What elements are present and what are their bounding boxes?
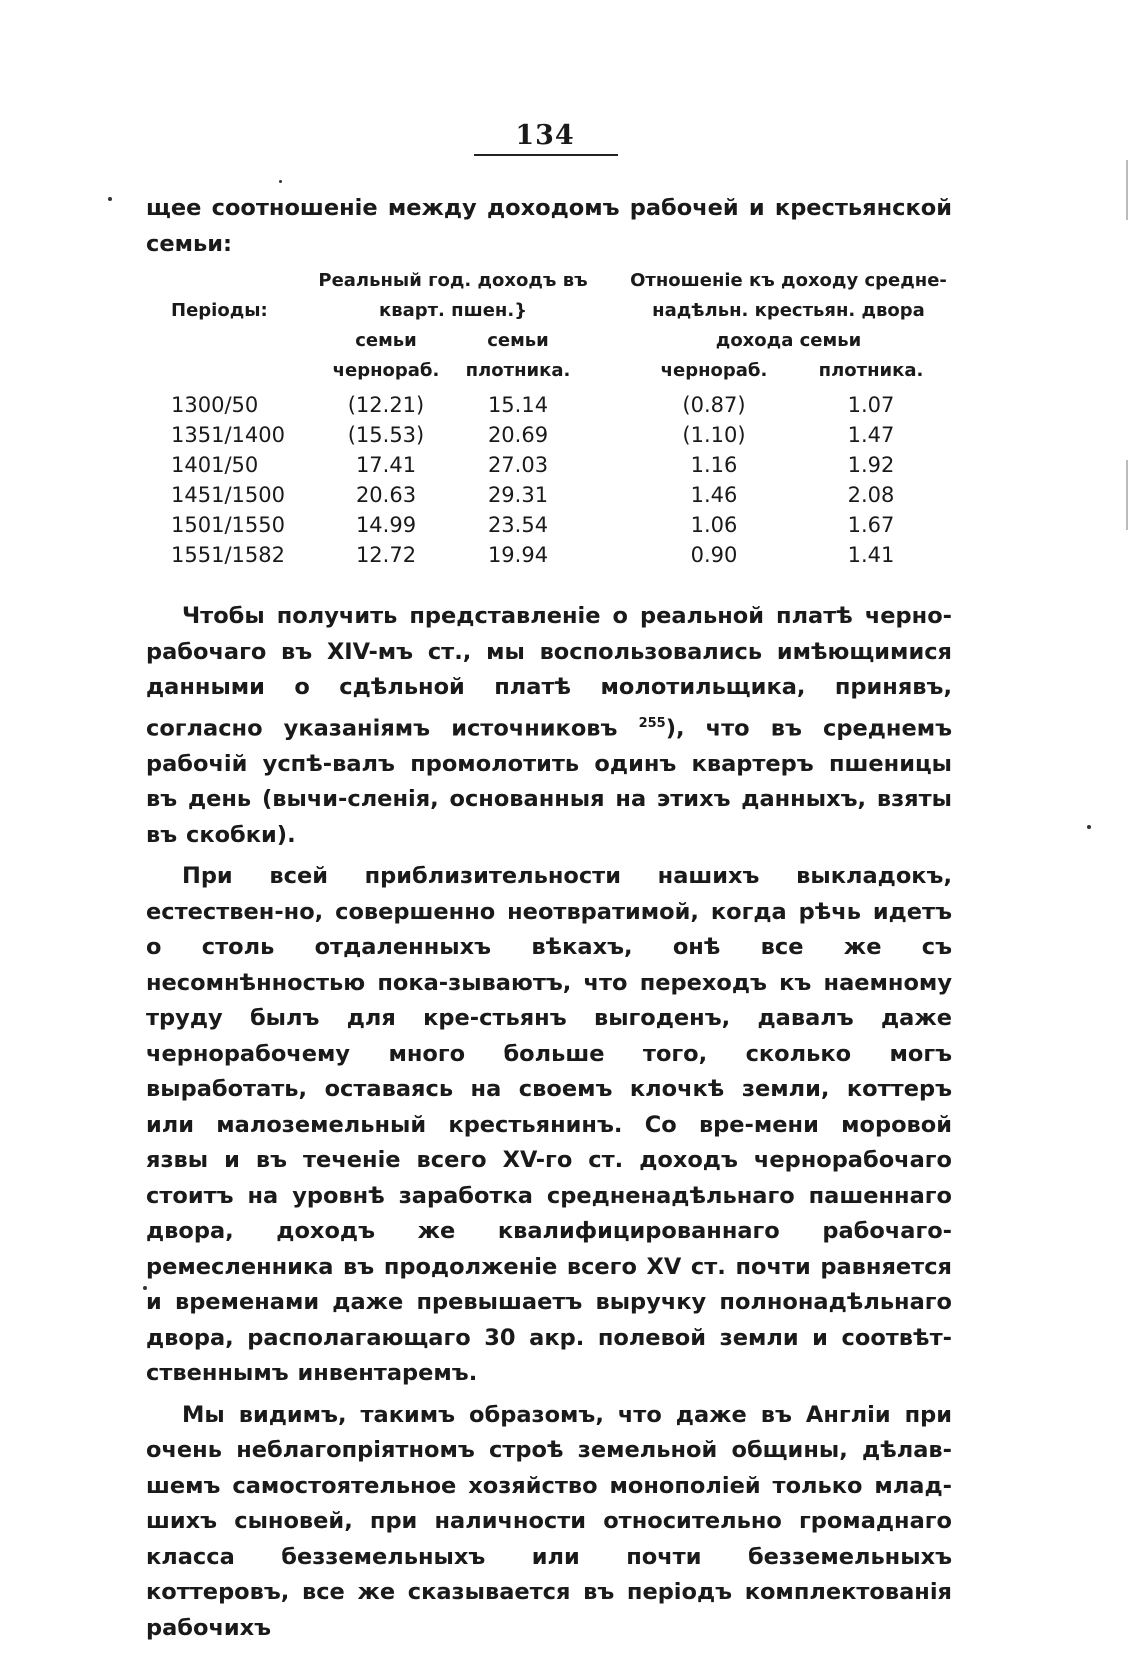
margin-mark [1126,160,1128,220]
table-header-col1-a: семьи [355,330,417,351]
paragraph-1 [146,599,952,853]
row-value: (15.53) [347,423,425,447]
page-number-rule [474,154,618,156]
row-value: (12.21) [347,393,425,417]
table-header-group1-line1: Реальный год. доходъ въ [318,270,588,291]
row-value: 15.14 [487,393,549,417]
row-period: 1451/1500 [171,483,285,507]
row-value: (0.87) [682,393,746,417]
footnote-ref: 255 [638,715,666,731]
row-value: 1.92 [847,453,895,477]
table-header-group1-line2: кварт. пшен.} [378,300,528,321]
table-row [146,393,956,423]
table-header-periods: Періоды: [171,300,268,321]
margin-mark [1126,460,1128,530]
row-period: 1401/50 [171,453,259,477]
row-value: 27.03 [487,453,549,477]
margin-speck [279,180,282,183]
row-value: 1.07 [847,393,895,417]
row-value: 2.08 [847,483,895,507]
row-value: 29.31 [487,483,549,507]
row-period: 1351/1400 [171,423,285,447]
table-row [146,543,956,573]
row-value: 19.94 [487,543,549,567]
paragraph-2: При всей приблизительности нашихъ выкладокъ, естествен-но, совершенно неотвратимой, когда рѣчь идетъ о столь отдаленныхъ вѣкахъ, онѣ все же съ несомнѣнностью пока-зываютъ, что переходъ къ наемному труду былъ для кре-стьянъ выгоденъ, давалъ даже чернорабочему много больше того, сколько могъ выработать, оставаясь на своемъ клочкѣ земли, коттеръ или малоземельный крестьянинъ. Со вре-мени моровой язвы и въ теченіе всего XV-го ст. доходъ чернорабочаго стоитъ на уровнѣ заработка средненадѣльнаго пашеннаго двора, доходъ же квалифицированнаго рабочаго-ремесленника въ продолженіе всего XV ст. почти равняется и временами даже превышаетъ выручку полнонадѣльнаго двора, располагающаго 30 акр. полевой земли и соотвѣт-ственнымъ инвентаремъ. [146,863,952,1386]
margin-speck [1087,825,1091,829]
table-row [146,513,956,543]
table-header-col2-b: плотника. [465,360,571,381]
table-header-col4: плотника. [818,360,924,381]
table-header-col1-b: чернораб. [332,360,440,381]
paragraph-1-part-b: ), что въ среднемъ рабочій успѣ-валъ промолотить одинъ квартеръ пшеницы въ день (вычи-сленія, основанныя на этихъ данныхъ, взяты въ скобки). [146,715,953,848]
row-value: 1.06 [690,513,738,537]
intro-text: щее соотношеніе между доходомъ рабочей и крестьянской семьи: [146,195,952,257]
margin-speck [108,197,112,201]
table-row [146,483,956,513]
row-value: 20.69 [487,423,549,447]
row-value: 1.67 [847,513,895,537]
paragraph-1-part-a: Чтобы получить представленіе о реальной платѣ черно-рабочаго въ XIV-мъ ст., мы воспользовались имѣющимися данными о сдѣльной платѣ молотильщика, принявъ, согласно указаніямъ источниковъ [146,603,952,741]
row-period: 1551/1582 [171,543,285,567]
table-header-group2-line1: Отношеніе къ доходу средне- [630,270,947,291]
row-value: (1.10) [682,423,746,447]
intro-paragraph [146,191,952,262]
row-value: 1.16 [690,453,738,477]
table-header-group2-line2: надѣльн. крестьян. двора [652,300,925,321]
row-period: 1300/50 [171,393,259,417]
table-header-col3: чернораб. [660,360,768,381]
row-period: 1501/1550 [171,513,285,537]
paragraph-3: Мы видимъ, такимъ образомъ, что даже въ Англіи при очень неблагопріятномъ строѣ земельной общины, дѣлав-шемъ самостоятельное хозяйство монополіей только млад-шихъ сыновей, при наличности относительно громаднаго класса безземельныхъ или почти безземельныхъ коттеровъ, все же сказывается въ періодъ комплектованія рабочихъ [146,1401,952,1641]
table-row [146,453,956,483]
table-header-col2-a: семьи [487,330,549,351]
table-row [146,423,956,453]
row-value: 14.99 [355,513,417,537]
table-header-group2-line3: дохода семьи [715,330,862,351]
row-value: 17.41 [355,453,417,477]
row-value: 1.47 [847,423,895,447]
body-text [146,599,952,1646]
page-number: 134 [515,120,575,151]
row-value: 1.41 [847,543,895,567]
row-value: 0.90 [690,543,738,567]
row-value: 1.46 [690,483,738,507]
row-value: 23.54 [487,513,549,537]
row-value: 20.63 [355,483,417,507]
row-value: 12.72 [355,543,417,567]
